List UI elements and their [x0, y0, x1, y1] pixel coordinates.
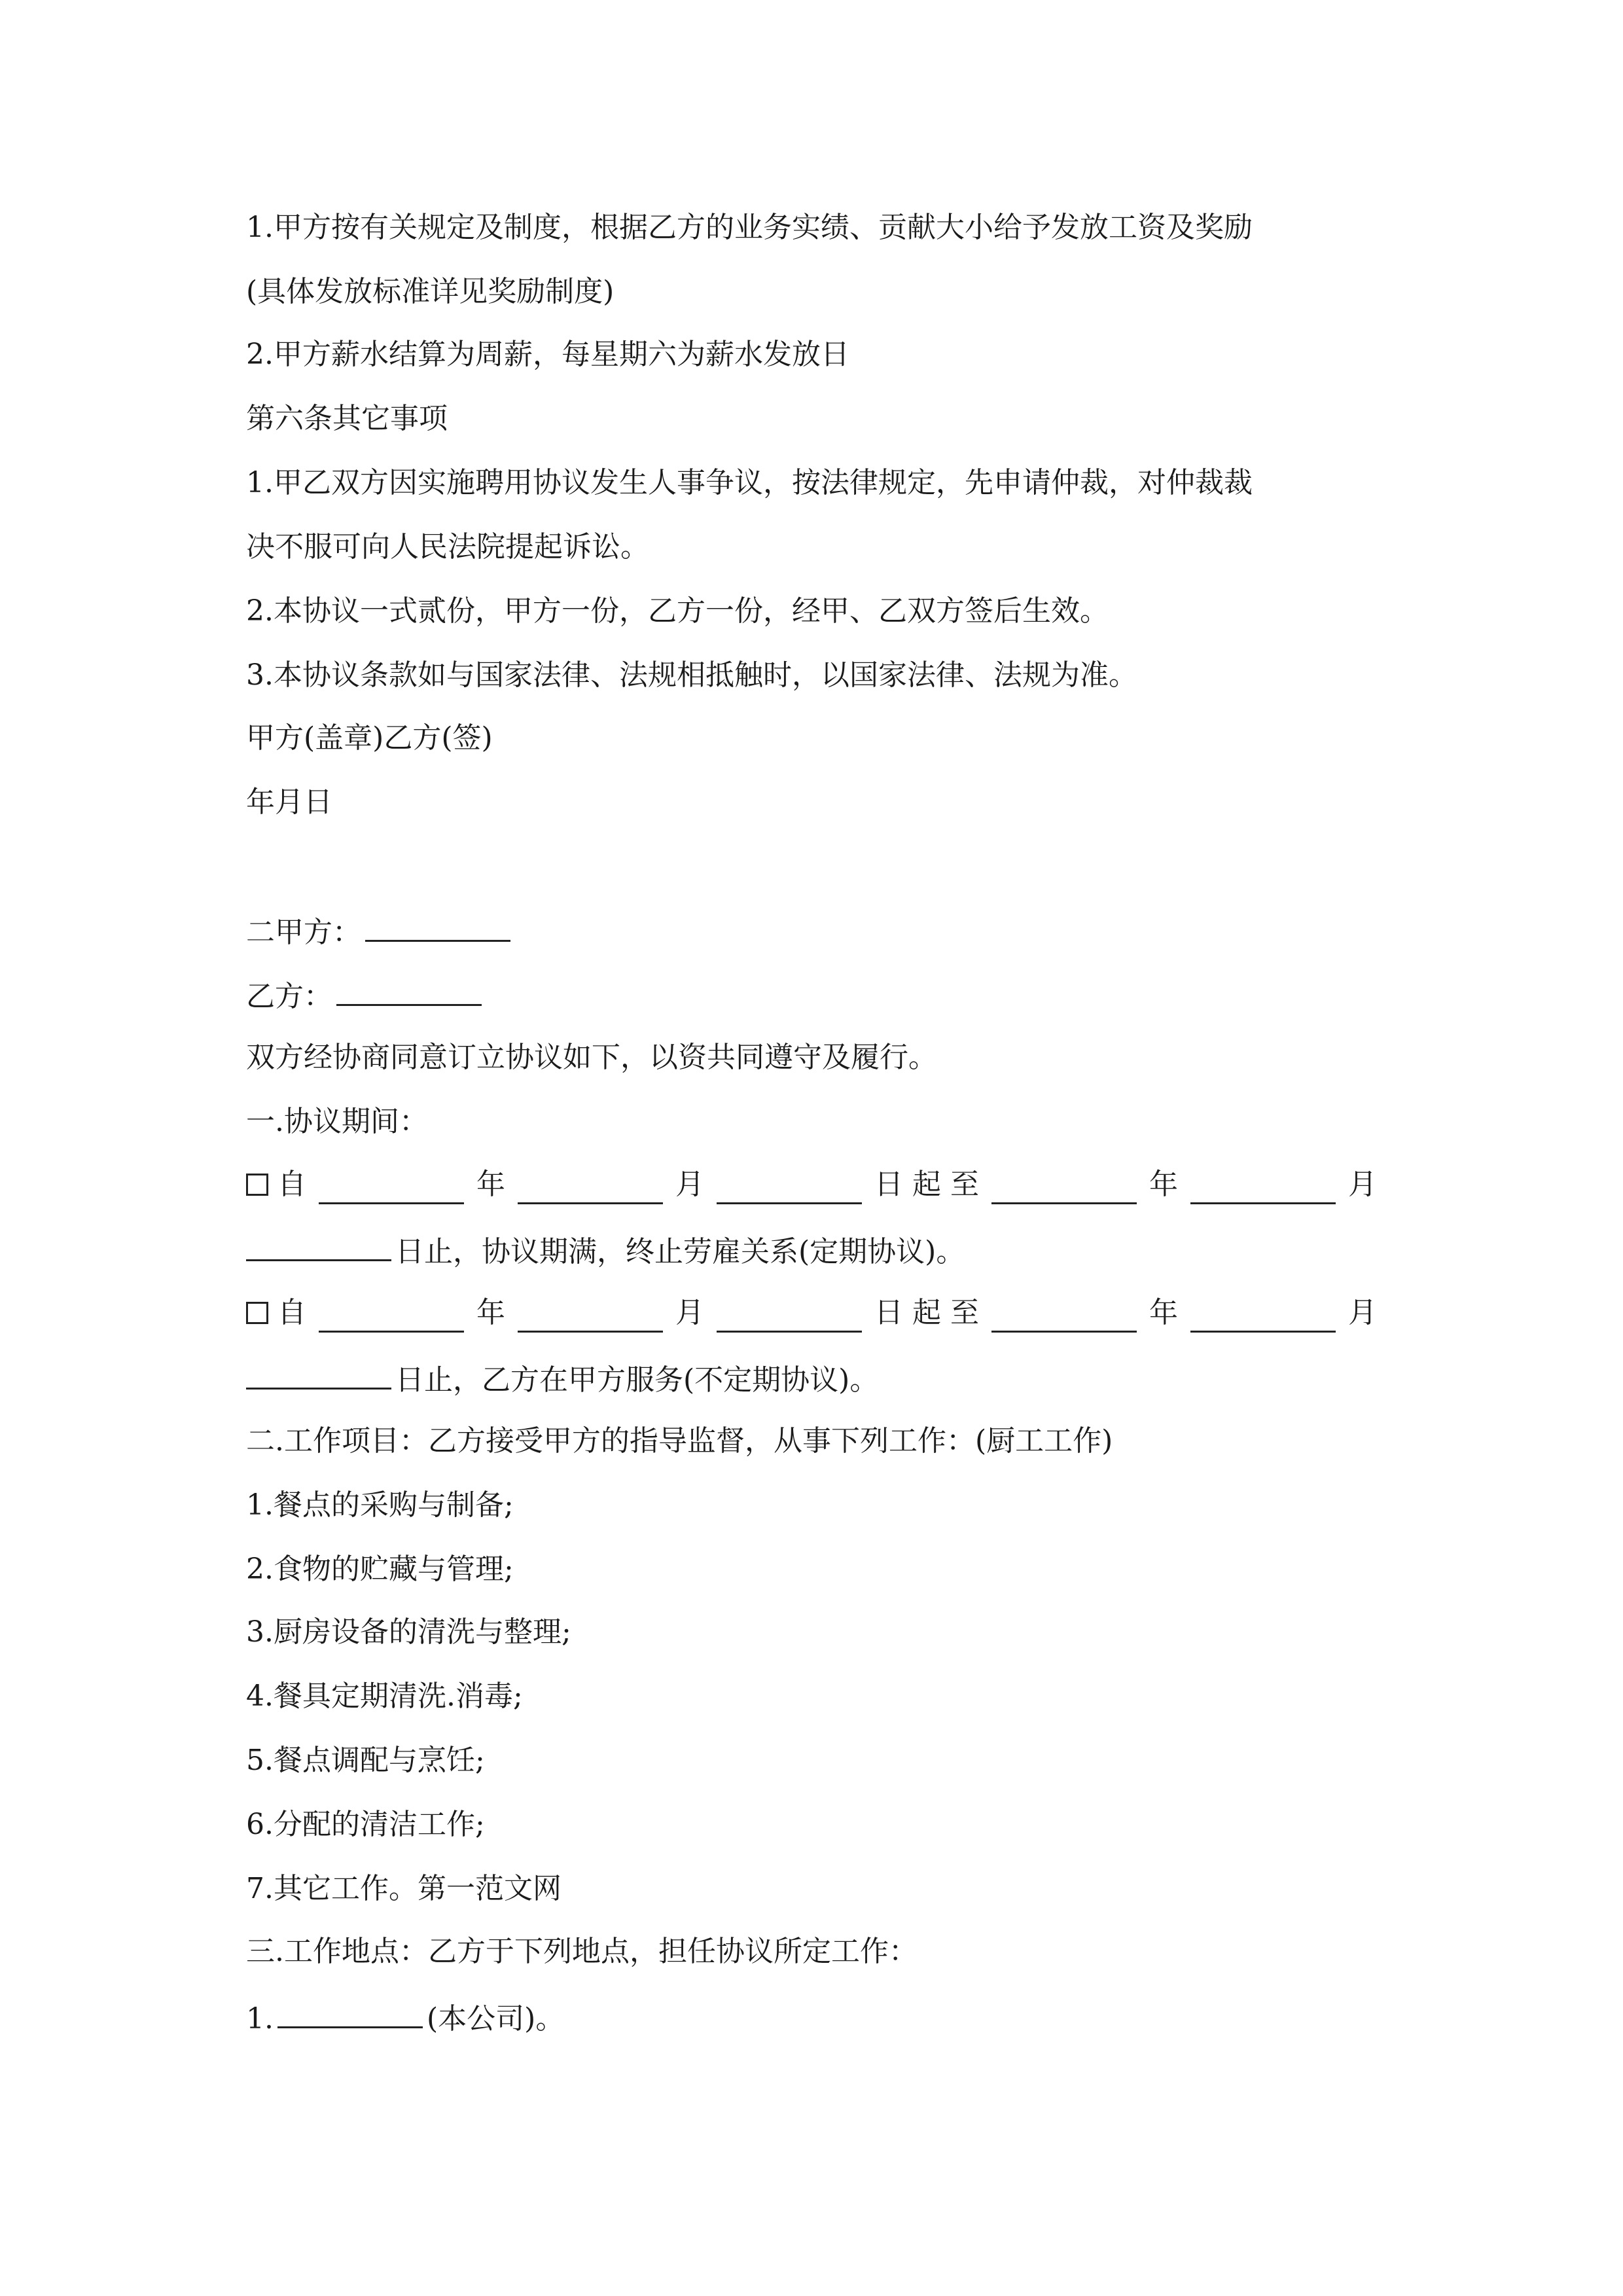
pay-item-2: 2.甲方薪水结算为周薪，每星期六为薪水发放日: [246, 338, 849, 371]
term-1-line-1: [246, 1165, 1377, 1204]
section-2-title: 二.工作项目：乙方接受甲方的指导监督，从事下列工作：(厨工工作): [246, 1424, 1113, 1458]
term-1-checkbox[interactable]: [246, 1174, 268, 1196]
article-6-item-2: 2.本协议一式贰份，甲方一份，乙方一份，经甲、乙双方签后生效。: [246, 594, 1109, 628]
section-3-title: 三.工作地点：乙方于下列地点，担任协议所定工作：: [246, 1935, 918, 1968]
term-2-end-month-blank[interactable]: [1190, 1300, 1336, 1333]
signature-date: 年月日: [246, 785, 332, 819]
month-label: 月: [675, 1296, 704, 1329]
duty-item: 7.其它工作。第一范文网: [246, 1872, 562, 1905]
party-b-label: 乙方：: [246, 980, 332, 1013]
term-2-line-1: [246, 1293, 1377, 1333]
term-from-label: 自: [277, 1168, 306, 1201]
year-label: 年: [1149, 1168, 1178, 1201]
month-label: 月: [675, 1168, 704, 1201]
year-label: 年: [476, 1296, 505, 1329]
term-2-start-day-blank[interactable]: [717, 1300, 862, 1333]
term-from-label: 自: [277, 1296, 306, 1329]
pay-item-1-line-1: 1.甲方按有关规定及制度，根据乙方的业务实绩、贡献大小给予发放工资及奖励: [246, 211, 1253, 244]
term-1-end-text: 日止，协议期满，终止劳雇关系(定期协议)。: [395, 1235, 965, 1268]
article-6-title: 第六条其它事项: [246, 402, 448, 435]
term-2-end-day-blank[interactable]: [246, 1357, 391, 1390]
article-6-item-1-line-2: 决不服可向人民法院提起诉讼。: [246, 530, 649, 564]
month-label: 月: [1347, 1296, 1377, 1329]
year-label: 年: [476, 1168, 505, 1201]
term-1-line-2: [246, 1229, 965, 1272]
term-2-end-year-blank[interactable]: [991, 1300, 1137, 1333]
term-1-end-month-blank[interactable]: [1190, 1172, 1336, 1204]
term-1-end-year-blank[interactable]: [991, 1172, 1137, 1204]
duty-item: 4.餐具定期清洗.消毒;: [246, 1679, 523, 1713]
pay-item-1-line-2: (具体发放标准详见奖励制度): [246, 275, 615, 308]
term-1-start-year-blank[interactable]: [319, 1172, 464, 1204]
term-2-start-year-blank[interactable]: [319, 1300, 464, 1333]
term-1-end-day-blank[interactable]: [246, 1229, 391, 1261]
article-6-item-3: 3.本协议条款如与国家法律、法规相抵触时，以国家法律、法规为准。: [246, 658, 1137, 692]
term-2-start-month-blank[interactable]: [518, 1300, 663, 1333]
term-2-end-text: 日止，乙方在甲方服务(不定期协议)。: [395, 1363, 879, 1397]
year-label: 年: [1149, 1296, 1178, 1329]
term-1-start-month-blank[interactable]: [518, 1172, 663, 1204]
section-1-title: 一.协议期间：: [246, 1105, 428, 1138]
term-1-start-day-blank[interactable]: [717, 1172, 862, 1204]
month-label: 月: [1347, 1168, 1377, 1201]
location-1-prefix: 1.: [246, 2002, 274, 2036]
duty-item: 6.分配的清洁工作;: [246, 1808, 485, 1841]
location-item-1: [246, 1996, 564, 2039]
day-start-label: 日 起 至: [874, 1168, 979, 1201]
day-start-label: 日 起 至: [874, 1296, 979, 1329]
party-a-line: [246, 910, 514, 952]
duty-item: 3.厨房设备的清洗与整理;: [246, 1615, 571, 1649]
duty-item: 5.餐点调配与烹饪;: [246, 1744, 485, 1777]
duty-item: 2.食物的贮藏与管理;: [246, 1552, 514, 1586]
signature-line: 甲方(盖章)乙方(签): [246, 721, 493, 755]
location-1-blank[interactable]: [277, 1996, 423, 2028]
party-b-blank[interactable]: [336, 974, 482, 1006]
party-b-line: [246, 974, 486, 1016]
term-2-line-2: [246, 1357, 878, 1400]
party-a-blank[interactable]: [365, 910, 510, 942]
location-1-suffix: (本公司)。: [426, 2002, 565, 2036]
duty-item: 1.餐点的采购与制备;: [246, 1488, 514, 1522]
term-2-checkbox[interactable]: [246, 1302, 268, 1324]
article-6-item-1-line-1: 1.甲乙双方因实施聘用协议发生人事争议，按法律规定，先申请仲裁，对仲裁裁: [246, 466, 1253, 499]
contract-intro: 双方经协商同意订立协议如下，以资共同遵守及履行。: [246, 1041, 937, 1074]
party-a-label: 二甲方：: [246, 916, 361, 949]
